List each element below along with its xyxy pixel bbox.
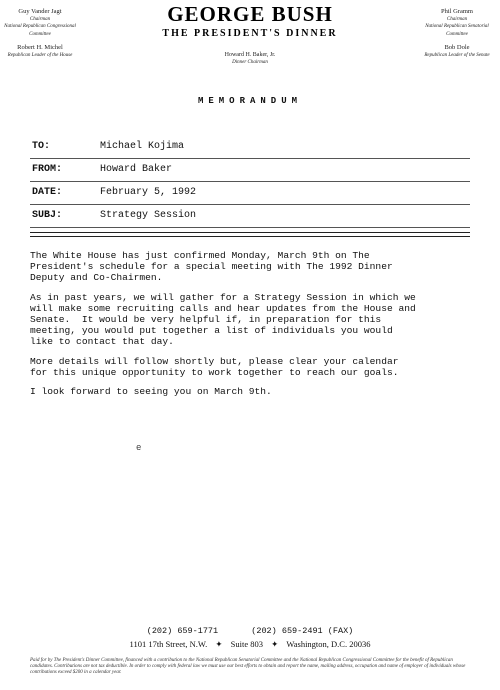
date-value: February 5, 1992: [100, 187, 197, 198]
officer-name: Bob Dole: [444, 44, 470, 51]
memo-header-fields: [30, 136, 470, 228]
footer-address-line: [0, 639, 500, 650]
officer-role-detail: National Republican Congressional Committee: [4, 24, 76, 37]
body-paragraph: More details will follow shortly but, please clear your calendar for this unique opportunity to work together to reach our goals.: [30, 355, 399, 378]
body-paragraph: The White House has just confirmed Monday, March 9th on The President's schedule for a special meeting with The 1992 Dinner Deputy and Co-Chairmen.: [30, 250, 393, 284]
subject-field: [30, 205, 470, 228]
officer-role: Chairman: [29, 16, 51, 22]
stray-mark: e: [136, 443, 142, 453]
officer-name: Robert H. Michel: [17, 44, 63, 51]
from-field: [30, 159, 470, 182]
subject-value: Strategy Session: [100, 210, 197, 221]
fax-number: (202) 659-2491 (FAX): [251, 626, 354, 636]
header-divider: [30, 236, 470, 237]
officer-name: Phil Gramm: [441, 8, 473, 15]
to-label: TO:: [32, 141, 51, 152]
to-field: [30, 136, 470, 159]
phone-number: (202) 659-1771: [146, 626, 219, 636]
letterhead-title: GEORGE BUSH: [167, 2, 333, 26]
chairman-role: Dinner Chairman: [232, 60, 268, 65]
street-address: 1101 17th Street, N.W.: [129, 639, 208, 649]
officer-role: Republican Leader of the Senate: [424, 52, 490, 58]
footer-phone-line: [0, 626, 500, 636]
officer-role-detail: National Republican Senatorial Committee: [425, 24, 489, 37]
letterhead-right-officers: [420, 8, 494, 59]
separator-icon: ✦: [271, 639, 279, 649]
letterhead-subtitle: THE PRESIDENT'S DINNER: [162, 28, 338, 39]
city-state-zip: Washington, D.C. 20036: [286, 639, 371, 649]
date-label: DATE:: [32, 187, 63, 198]
officer-name: Guy Vander Jagt: [18, 8, 62, 15]
memo-heading: MEMORANDUM: [197, 96, 302, 106]
separator-icon: ✦: [215, 639, 223, 649]
chairman-name: Howard H. Baker, Jr.: [224, 52, 276, 58]
header-divider: [30, 232, 470, 233]
memo-body: [30, 250, 474, 405]
officer-role: Republican Leader of the House: [7, 52, 73, 58]
disclaimer-fineprint: Paid for by The President's Dinner Committee, financed with a contribution to the National Republican Senatorial Committee and the National Republican Congressional Committee for the benefit of Republican candidates. Contributions are not tax deductible. In order to comply with federal law we must use our best efforts to obtain and report the name, mailing address, occupation and name of employer of individuals whose contributions exceed $200 in a calendar year.: [30, 658, 466, 676]
suite-number: Suite 803: [230, 639, 264, 649]
body-paragraph: As in past years, we will gather for a Strategy Session in which we will make some recruiting calls and hear updates from the House and Senate. It would be very helpful if, in preparation for this meeting, you would put together a list of individuals you would like to contact that day.: [30, 291, 416, 348]
date-field: [30, 182, 470, 205]
body-paragraph: I look forward to seeing you on March 9th.: [30, 386, 272, 398]
from-value: Howard Baker: [100, 164, 173, 175]
subject-label: SUBJ:: [32, 210, 63, 221]
to-value: Michael Kojima: [100, 141, 185, 152]
officer-role: Chairman: [446, 16, 468, 22]
from-label: FROM:: [32, 164, 63, 175]
